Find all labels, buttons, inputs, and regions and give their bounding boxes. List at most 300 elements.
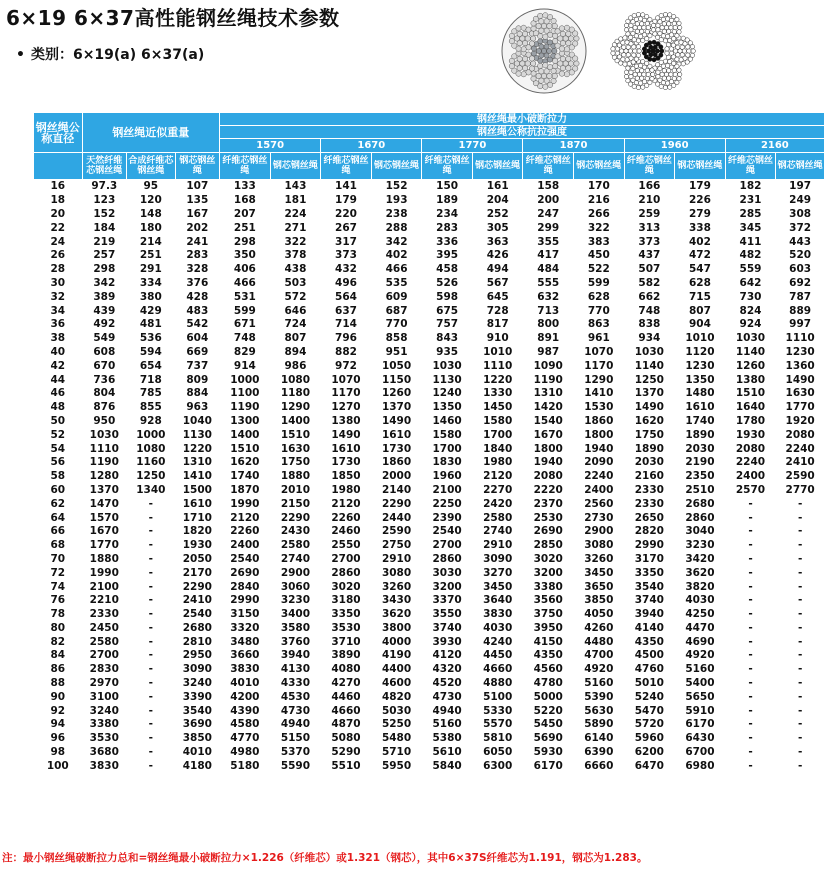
value-cell: 1770 <box>89 539 119 552</box>
diameter-cell: 80 <box>50 621 66 634</box>
value-cell: - <box>797 594 803 607</box>
value-cell: 5950 <box>381 759 412 772</box>
value-cell: 730 <box>739 290 762 303</box>
value-cell: 2550 <box>331 539 361 552</box>
diameter-cell: 48 <box>50 401 66 414</box>
value-cell: 5160 <box>432 718 462 731</box>
value-cell: 3370 <box>432 594 462 607</box>
value-cell: 843 <box>436 332 459 345</box>
value-cell: 1750 <box>634 428 664 441</box>
value-cell: 2190 <box>685 456 715 469</box>
value-cell: 904 <box>688 318 711 331</box>
value-cell: 876 <box>93 401 116 414</box>
value-cell: 2580 <box>280 539 311 552</box>
value-cell: 737 <box>186 359 209 372</box>
value-cell: 894 <box>284 345 307 358</box>
value-cell: 3020 <box>331 580 361 593</box>
value-cell: 483 <box>186 304 209 317</box>
value-cell: 200 <box>537 194 560 207</box>
diameter-cell: 22 <box>50 221 66 234</box>
value-cell: - <box>148 718 153 731</box>
value-cell: 824 <box>739 304 762 317</box>
value-cell: - <box>748 621 753 634</box>
value-cell: 928 <box>139 414 162 427</box>
diameter-cell: 20 <box>50 207 66 220</box>
value-cell: 1230 <box>685 359 715 372</box>
value-cell: 669 <box>186 345 209 358</box>
value-cell: 1580 <box>432 428 462 441</box>
value-cell: - <box>797 649 803 662</box>
value-cell: 4330 <box>280 677 311 690</box>
steel-core-header: 钢芯钢丝绳 <box>776 153 825 180</box>
value-cell: 1100 <box>230 387 260 400</box>
value-cell: 2830 <box>89 663 119 676</box>
value-cell: 2850 <box>533 539 563 552</box>
value-cell: 219 <box>93 235 116 248</box>
value-cell: 2450 <box>89 621 119 634</box>
value-cell: 1880 <box>280 470 311 483</box>
value-cell: 1160 <box>136 456 166 469</box>
value-cell: 3560 <box>533 594 563 607</box>
diameter-cell: 90 <box>50 690 66 703</box>
value-cell: 4600 <box>381 677 412 690</box>
value-cell: 1570 <box>89 511 119 524</box>
value-cell: 429 <box>139 304 162 317</box>
table-row <box>34 290 825 304</box>
diameter-cell: 42 <box>50 359 66 372</box>
value-cell: 2220 <box>533 483 563 496</box>
value-cell: 207 <box>233 207 256 220</box>
value-cell: 3450 <box>584 566 614 579</box>
value-cell: 350 <box>233 249 256 262</box>
value-cell: 526 <box>436 276 459 289</box>
value-cell: 472 <box>688 249 711 262</box>
value-cell: 285 <box>739 207 762 220</box>
diameter-cell: 70 <box>50 552 66 565</box>
table-row <box>34 484 825 498</box>
value-cell: 1860 <box>584 414 614 427</box>
value-cell: - <box>797 732 803 745</box>
value-cell: - <box>748 704 753 717</box>
value-cell: 1990 <box>230 497 260 510</box>
value-cell: 1490 <box>785 373 815 386</box>
value-cell: 1510 <box>735 387 766 400</box>
value-cell: 204 <box>486 194 509 207</box>
value-cell: 363 <box>486 235 509 248</box>
value-cell: 481 <box>139 318 162 331</box>
value-cell: 1110 <box>785 332 815 345</box>
diameter-cell: 56 <box>50 456 66 469</box>
value-cell: 5100 <box>483 690 513 703</box>
value-cell: 1180 <box>280 387 311 400</box>
value-cell: 2990 <box>634 539 664 552</box>
value-cell: 1800 <box>533 442 563 455</box>
value-cell: 1610 <box>685 401 715 414</box>
value-cell: 728 <box>486 304 509 317</box>
value-cell: 6170 <box>533 759 563 772</box>
value-cell: 1730 <box>381 442 412 455</box>
value-cell: 599 <box>233 304 256 317</box>
value-cell: - <box>797 566 803 579</box>
diameter-cell: 74 <box>50 580 66 593</box>
value-cell: 3830 <box>89 759 119 772</box>
value-cell: 2410 <box>785 456 815 469</box>
value-cell: 4530 <box>280 690 311 703</box>
value-cell: 5630 <box>584 704 614 717</box>
value-cell: 5930 <box>533 746 563 759</box>
diameter-cell: 38 <box>50 332 66 345</box>
value-cell: 1610 <box>182 497 212 510</box>
table-row <box>34 401 825 415</box>
value-cell: 2590 <box>381 525 412 538</box>
value-cell: 2900 <box>584 525 614 538</box>
value-cell: 1270 <box>331 401 361 414</box>
value-cell: 133 <box>233 180 256 193</box>
value-cell: 152 <box>93 207 116 220</box>
value-cell: 5610 <box>432 746 462 759</box>
value-cell: 3450 <box>483 580 513 593</box>
value-cell: 628 <box>587 290 610 303</box>
value-cell: 718 <box>139 373 162 386</box>
value-cell: 1920 <box>785 414 815 427</box>
value-cell: 572 <box>284 290 307 303</box>
diameter-cell: 52 <box>50 428 66 441</box>
table-row <box>34 249 825 263</box>
value-cell: 439 <box>93 304 116 317</box>
value-cell: 910 <box>486 332 509 345</box>
value-cell: 298 <box>233 235 256 248</box>
value-cell: 963 <box>186 401 209 414</box>
value-cell: 1070 <box>584 345 614 358</box>
value-cell: 604 <box>186 332 209 345</box>
value-cell: 3540 <box>634 580 664 593</box>
value-cell: 555 <box>537 276 560 289</box>
value-cell: 4920 <box>685 649 715 662</box>
value-cell: - <box>148 594 153 607</box>
value-cell: 3530 <box>89 732 119 745</box>
value-cell: 1870 <box>230 483 260 496</box>
value-cell: 4980 <box>230 746 260 759</box>
value-cell: 283 <box>436 221 459 234</box>
value-cell: 1030 <box>89 428 119 441</box>
value-cell: - <box>797 663 803 676</box>
value-cell: 1480 <box>685 387 715 400</box>
value-cell: 4190 <box>381 649 412 662</box>
value-cell: 6470 <box>634 759 664 772</box>
value-cell: 547 <box>688 263 711 276</box>
diameter-cell: 32 <box>50 290 66 303</box>
value-cell: 692 <box>789 276 812 289</box>
value-cell: 4690 <box>685 635 715 648</box>
diameter-cell: 84 <box>50 649 66 662</box>
table-row <box>34 497 825 511</box>
value-cell: 4780 <box>533 677 563 690</box>
strength-1670: 1670 <box>321 139 422 153</box>
value-cell: 3380 <box>533 580 563 593</box>
value-cell: 2100 <box>89 580 119 593</box>
value-cell: - <box>748 539 753 552</box>
value-cell: 671 <box>233 318 256 331</box>
value-cell: 1010 <box>685 332 715 345</box>
value-cell: 2540 <box>432 525 462 538</box>
value-cell: 3170 <box>634 552 664 565</box>
value-cell: 1030 <box>634 345 664 358</box>
value-cell: 123 <box>93 194 116 207</box>
diameter-cell: 82 <box>50 635 66 648</box>
value-cell: 654 <box>139 359 162 372</box>
value-cell: 1310 <box>182 456 212 469</box>
value-cell: 1740 <box>230 470 260 483</box>
table-row <box>34 649 825 663</box>
table-row <box>34 622 825 636</box>
force-header: 钢丝绳最小破断拉力 <box>220 113 825 126</box>
value-cell: 1400 <box>230 428 260 441</box>
value-cell: 1880 <box>89 552 119 565</box>
value-cell: 1530 <box>584 401 614 414</box>
value-cell: 4500 <box>634 649 664 662</box>
value-cell: 5890 <box>584 718 614 731</box>
value-cell: 438 <box>284 263 307 276</box>
value-cell: 687 <box>385 304 408 317</box>
value-cell: 1940 <box>533 456 563 469</box>
value-cell: 308 <box>789 207 812 220</box>
diameter-cell: 96 <box>50 732 66 745</box>
diameter-cell: 68 <box>50 539 66 552</box>
diameter-cell: 66 <box>50 525 66 538</box>
value-cell: 2030 <box>685 442 715 455</box>
diameter-cell: 78 <box>50 608 66 621</box>
value-cell: 1140 <box>634 359 664 372</box>
value-cell: 5390 <box>584 690 614 703</box>
diameter-cell: 44 <box>50 373 66 386</box>
value-cell: 2290 <box>182 580 212 593</box>
value-cell: 2740 <box>280 552 311 565</box>
value-cell: 1190 <box>533 373 563 386</box>
value-cell: 97.3 <box>91 180 118 193</box>
value-cell: 564 <box>335 290 357 303</box>
value-cell: 637 <box>335 304 357 317</box>
value-cell: 257 <box>93 249 116 262</box>
diameter-cell: 62 <box>50 497 66 510</box>
category-line <box>16 44 204 64</box>
value-cell: - <box>748 566 753 579</box>
table-row <box>34 511 825 525</box>
table-row <box>34 677 825 691</box>
value-cell: 1610 <box>331 442 361 455</box>
value-cell: 4880 <box>483 677 513 690</box>
value-cell: 3620 <box>381 608 412 621</box>
strength-1870: 1870 <box>523 139 624 153</box>
spec-table <box>33 112 825 773</box>
value-cell: 342 <box>385 235 408 248</box>
value-cell: 531 <box>233 290 256 303</box>
value-cell: 2080 <box>533 470 563 483</box>
value-cell: - <box>748 677 753 690</box>
value-cell: 675 <box>436 304 459 317</box>
value-cell: - <box>797 635 803 648</box>
value-cell: 1620 <box>634 414 664 427</box>
value-cell: 334 <box>139 276 162 289</box>
value-cell: 986 <box>284 359 307 372</box>
value-cell: 3320 <box>230 621 260 634</box>
table-row <box>34 359 825 373</box>
value-cell: 4730 <box>280 704 311 717</box>
value-cell: 549 <box>93 332 116 345</box>
value-cell: - <box>148 580 153 593</box>
value-cell: 3750 <box>533 608 563 621</box>
value-cell: 757 <box>436 318 459 331</box>
steel-core-header: 钢芯钢丝绳 <box>270 153 321 180</box>
diameter-cell: 88 <box>50 677 66 690</box>
value-cell: 214 <box>139 235 162 248</box>
value-cell: 1220 <box>483 373 513 386</box>
value-cell: 1130 <box>432 373 462 386</box>
value-cell: 3260 <box>381 580 412 593</box>
value-cell: 2400 <box>735 470 766 483</box>
value-cell: 2420 <box>483 497 513 510</box>
value-cell: 4050 <box>584 608 614 621</box>
value-cell: 1240 <box>432 387 462 400</box>
table-row <box>34 277 825 291</box>
diameter-cell: 98 <box>50 746 66 759</box>
value-cell: 231 <box>739 194 762 207</box>
value-cell: 3850 <box>182 732 212 745</box>
value-cell: 252 <box>486 207 509 220</box>
value-cell: 6390 <box>584 746 614 759</box>
value-cell: 432 <box>335 263 357 276</box>
value-cell: 1990 <box>89 566 119 579</box>
value-cell: 135 <box>186 194 209 207</box>
strength-1960: 1960 <box>624 139 725 153</box>
value-cell: 858 <box>385 332 408 345</box>
value-cell: 520 <box>789 249 812 262</box>
value-cell: 152 <box>385 180 408 193</box>
value-cell: 3740 <box>432 621 462 634</box>
value-cell: - <box>797 677 803 690</box>
value-cell: 3150 <box>230 608 260 621</box>
bullet: • <box>16 47 25 63</box>
value-cell: 3420 <box>685 552 715 565</box>
value-cell: 298 <box>93 263 116 276</box>
value-cell: 2510 <box>685 483 715 496</box>
value-cell: 342 <box>93 276 116 289</box>
value-cell: 4250 <box>685 608 715 621</box>
diameter-cell: 86 <box>50 663 66 676</box>
value-cell: 4150 <box>533 635 563 648</box>
value-cell: 179 <box>335 194 357 207</box>
footnote: 注：最小钢丝绳破断拉力总和=钢丝绳最小破断拉力×1.226（纤维芯）或1.321（钢芯），其中6×37S纤维芯为1.191，钢芯为1.283。 <box>2 852 648 864</box>
diameter-cell: 40 <box>50 345 66 358</box>
value-cell: - <box>797 580 803 593</box>
value-cell: 2810 <box>182 635 212 648</box>
value-cell: 503 <box>284 276 307 289</box>
value-cell: 2580 <box>483 511 513 524</box>
diameter-cell: 28 <box>50 263 66 276</box>
value-cell: 4240 <box>483 635 513 648</box>
value-cell: 645 <box>486 290 509 303</box>
value-cell: 4260 <box>584 621 614 634</box>
value-cell: 2950 <box>182 649 212 662</box>
rope-6x19-cross-section <box>502 9 586 93</box>
value-cell: 787 <box>789 290 812 303</box>
value-cell: 3230 <box>685 539 715 552</box>
value-cell: 259 <box>638 207 661 220</box>
value-cell: - <box>797 552 803 565</box>
value-cell: 3830 <box>230 663 260 676</box>
value-cell: 1170 <box>331 387 361 400</box>
value-cell: 1410 <box>584 387 614 400</box>
value-cell: 582 <box>638 276 661 289</box>
value-cell: 6140 <box>584 732 614 745</box>
value-cell: 800 <box>537 318 560 331</box>
table-row <box>34 470 825 484</box>
value-cell: 2160 <box>634 470 664 483</box>
table-row <box>34 608 825 622</box>
value-cell: 3240 <box>182 677 212 690</box>
value-cell: 5810 <box>483 732 513 745</box>
table-row <box>34 208 825 222</box>
value-cell: 1150 <box>381 373 412 386</box>
value-cell: 598 <box>436 290 459 303</box>
diameter-cell: 36 <box>50 318 66 331</box>
natural-fiber-core-header: 天然纤维芯钢丝绳 <box>82 153 127 180</box>
value-cell: 238 <box>385 207 408 220</box>
value-cell: 2860 <box>432 552 462 565</box>
value-cell: - <box>148 704 153 717</box>
value-cell: 4580 <box>230 718 260 731</box>
value-cell: 4450 <box>483 649 513 662</box>
value-cell: 3090 <box>182 663 212 676</box>
value-cell: 2680 <box>685 497 715 510</box>
value-cell: 3090 <box>483 552 513 565</box>
value-cell: 1230 <box>785 345 815 358</box>
value-cell: 807 <box>284 332 307 345</box>
table-row <box>34 690 825 704</box>
weight-header: 钢丝绳近似重量 <box>82 113 220 153</box>
value-cell: 2680 <box>182 621 212 634</box>
value-cell: 3930 <box>432 635 462 648</box>
value-cell: - <box>148 525 153 538</box>
value-cell: 3680 <box>89 746 119 759</box>
value-cell: - <box>148 663 153 676</box>
value-cell: 736 <box>93 373 116 386</box>
value-cell: 484 <box>537 263 560 276</box>
value-cell: - <box>748 690 753 703</box>
value-cell: 4770 <box>230 732 260 745</box>
value-cell: 313 <box>638 221 661 234</box>
value-cell: 6980 <box>685 759 715 772</box>
value-cell: 5080 <box>331 732 361 745</box>
value-cell: 4400 <box>381 663 412 676</box>
value-cell: 1800 <box>584 428 614 441</box>
table-row <box>34 387 825 401</box>
value-cell: 924 <box>739 318 762 331</box>
steel-core-header: 钢芯钢丝绳 <box>574 153 625 180</box>
steel-core-header: 钢芯钢丝绳 <box>472 153 523 180</box>
value-cell: 5590 <box>280 759 311 772</box>
value-cell: 3060 <box>280 580 311 593</box>
value-cell: 95 <box>143 180 159 193</box>
value-cell: - <box>797 690 803 703</box>
value-cell: 161 <box>486 180 509 193</box>
value-cell: 935 <box>436 345 459 358</box>
value-cell: 1340 <box>136 483 166 496</box>
value-cell: 2240 <box>735 456 766 469</box>
value-cell: - <box>797 511 803 524</box>
value-cell: 120 <box>139 194 162 207</box>
value-cell: 4560 <box>533 663 563 676</box>
value-cell: 1640 <box>735 401 766 414</box>
